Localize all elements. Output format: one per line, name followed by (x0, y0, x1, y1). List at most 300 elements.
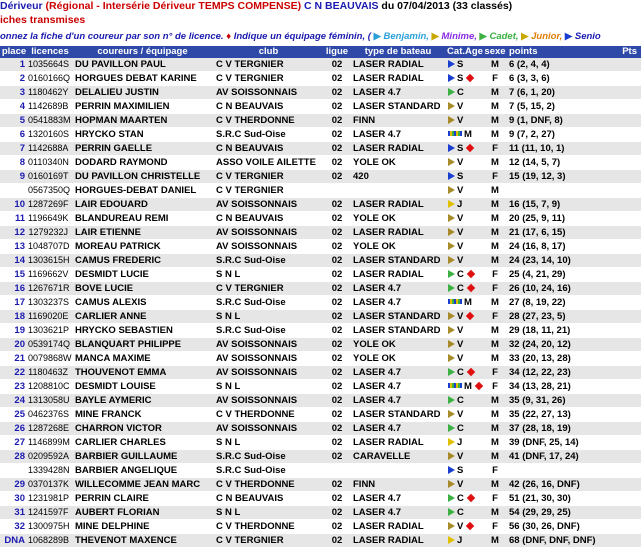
ligue-cell: 02 (324, 408, 350, 422)
licence-link[interactable]: 0079868W (28, 352, 72, 366)
pts-cell (606, 268, 641, 282)
pts-cell (606, 240, 641, 254)
points-cell: 34 (13, 28, 21) (506, 380, 606, 394)
cat-age-cell (446, 324, 484, 338)
points-cell: 28 (27, 23, 5) (506, 310, 606, 324)
category-triangle-icon (448, 326, 455, 334)
table-row (0, 464, 641, 478)
category-triangle-icon (448, 410, 455, 418)
licence-link[interactable]: 0160166Q (28, 72, 72, 86)
cat-age-cell (446, 408, 484, 422)
licence-link[interactable]: 1320160S (28, 128, 72, 142)
points-cell: 35 (22, 27, 13) (506, 408, 606, 422)
col-cat-age[interactable]: Cat.Age (447, 46, 483, 57)
place-cell: DNA (0, 534, 28, 548)
results-table (0, 46, 641, 548)
female-crew-icon (466, 144, 474, 152)
ligue-cell: 02 (324, 282, 350, 296)
boat-type: LASER STANDARD (350, 310, 446, 324)
table-row (0, 114, 641, 128)
cat-age-cell (446, 114, 484, 128)
category-triangle-icon (448, 270, 455, 278)
category-letter: V (457, 479, 464, 490)
club-name: S.R.C Sud-Oise (213, 324, 324, 338)
sailor-name: LAIR EDOUARD (72, 198, 213, 212)
boat-type: LASER 4.7 (350, 506, 446, 520)
pts-cell (606, 366, 641, 380)
boat-type: CARAVELLE (350, 450, 446, 464)
place-cell: 11 (0, 212, 28, 226)
pts-cell (606, 534, 641, 548)
ligue-cell: 02 (324, 86, 350, 100)
category-triangle-icon (448, 452, 455, 460)
header-club: C N BEAUVAIS (304, 0, 379, 12)
col-ligue[interactable]: ligue (325, 46, 349, 57)
licence-link[interactable]: 1300975H (28, 520, 72, 534)
sailor-name: BARBIER ANGELIQUE (72, 464, 213, 478)
col-sexe[interactable]: sexe (484, 46, 506, 57)
boat-type: LASER 4.7 (350, 394, 446, 408)
points-cell (506, 464, 606, 478)
licence-link[interactable]: 1180463Z (28, 366, 72, 380)
category-triangle-icon (448, 312, 455, 320)
place-cell: 13 (0, 240, 28, 254)
ligue-cell: 02 (324, 170, 350, 184)
sexe-cell: M (484, 240, 506, 254)
ligue-cell (324, 184, 350, 198)
points-cell: 42 (26, 16, DNF) (506, 478, 606, 492)
points-cell: 39 (DNF, 25, 14) (506, 436, 606, 450)
sailor-name: MINE FRANCK (72, 408, 213, 422)
licence-link[interactable]: 1339428N (28, 464, 72, 478)
col-pts[interactable]: Pts (606, 46, 641, 58)
boat-type: LASER RADIAL (350, 268, 446, 282)
pts-cell (606, 114, 641, 128)
licence-link[interactable]: 1068289B (28, 534, 72, 548)
category-letter: M (464, 381, 472, 392)
licence-link[interactable]: 1303237S (28, 296, 72, 310)
points-cell: 6 (3, 3, 6) (506, 72, 606, 86)
col-points[interactable]: points (506, 46, 606, 58)
female-crew-icon (467, 368, 475, 376)
points-cell: 6 (2, 4, 4) (506, 58, 606, 72)
licence-link[interactable]: 1035664S (28, 58, 72, 72)
table-row (0, 436, 641, 450)
category-letter: V (457, 311, 464, 322)
pts-cell (606, 464, 641, 478)
place-cell: 18 (0, 310, 28, 324)
minime-category-icon (448, 131, 462, 136)
category-letter: V (457, 353, 464, 364)
boat-type: LASER RADIAL (350, 198, 446, 212)
pts-cell (606, 100, 641, 114)
boat-type: LASER RADIAL (350, 226, 446, 240)
table-row (0, 254, 641, 268)
points-cell: 68 (DNF, DNF, DNF) (506, 534, 606, 548)
boat-type: LASER 4.7 (350, 296, 446, 310)
club-name: S N L (213, 310, 324, 324)
licence-link[interactable]: 1180462Y (28, 86, 72, 100)
cat-age-cell (446, 72, 484, 86)
points-cell: 16 (15, 7, 9) (506, 198, 606, 212)
ligue-cell: 02 (324, 212, 350, 226)
table-row (0, 170, 641, 184)
boat-type: LASER STANDARD (350, 100, 446, 114)
boat-type: LASER STANDARD (350, 254, 446, 268)
club-name: C V THERDONNE (213, 408, 324, 422)
minime-category-icon (448, 299, 462, 304)
header-prefix: Dériveur (0, 0, 43, 12)
licence-link[interactable]: 1169020E (28, 310, 72, 324)
licence-link[interactable]: 0110340N (28, 156, 72, 170)
pts-cell (606, 450, 641, 464)
pts-cell (606, 296, 641, 310)
place-cell: 30 (0, 492, 28, 506)
category-triangle-icon (448, 172, 455, 180)
cat-age-cell (446, 226, 484, 240)
cat-age-cell (446, 198, 484, 212)
licence-link[interactable]: 1231981P (28, 492, 72, 506)
table-row (0, 72, 641, 86)
club-name: ASSO VOILE AILETTE (213, 156, 324, 170)
licence-link[interactable]: 0209592A (28, 450, 72, 464)
boat-type: LASER 4.7 (350, 86, 446, 100)
place-cell: 25 (0, 408, 28, 422)
legend-female: Indique un équipage féminin, ( (233, 31, 371, 42)
table-row (0, 128, 641, 142)
sexe-cell: F (484, 520, 506, 534)
sexe-cell: F (484, 268, 506, 282)
licence-link[interactable]: 1287268E (28, 422, 72, 436)
club-name: C V TERGNIER (213, 184, 324, 198)
place-cell (0, 184, 28, 198)
ligue-cell: 02 (324, 534, 350, 548)
points-cell: 33 (20, 13, 28) (506, 352, 606, 366)
cat-age-cell (446, 534, 484, 548)
sailor-name: BAYLE AYMERIC (72, 394, 213, 408)
boat-type (350, 464, 446, 478)
sexe-cell: F (484, 310, 506, 324)
col-type-bateau[interactable]: type de bateau (350, 46, 446, 58)
sexe-cell: F (484, 282, 506, 296)
sailor-name: HORGUES DEBAT KARINE (72, 72, 213, 86)
pts-cell (606, 506, 641, 520)
category-triangle-icon (448, 200, 455, 208)
ligue-cell: 02 (324, 338, 350, 352)
points-cell: 24 (16, 8, 17) (506, 240, 606, 254)
boat-type: LASER STANDARD (350, 408, 446, 422)
cat-age-cell (446, 338, 484, 352)
points-cell: 21 (17, 6, 15) (506, 226, 606, 240)
boat-type: LASER RADIAL (350, 142, 446, 156)
points-cell: 51 (21, 30, 30) (506, 492, 606, 506)
pts-cell (606, 422, 641, 436)
pts-cell (606, 352, 641, 366)
pts-cell (606, 408, 641, 422)
sexe-cell: M (484, 184, 506, 198)
sexe-cell: M (484, 534, 506, 548)
minime-category-icon (448, 383, 462, 388)
ligue-cell: 02 (324, 520, 350, 534)
sailor-name: PERRIN GAELLE (72, 142, 213, 156)
col-place[interactable]: place (1, 46, 27, 57)
table-row (0, 394, 641, 408)
club-name: S.R.C Sud-Oise (213, 254, 324, 268)
place-cell: 31 (0, 506, 28, 520)
category-triangle-icon (448, 144, 455, 152)
pts-cell (606, 58, 641, 72)
pts-cell (606, 170, 641, 184)
col-licences[interactable]: licences (28, 46, 72, 58)
sexe-cell: M (484, 408, 506, 422)
table-row (0, 422, 641, 436)
club-name: S N L (213, 268, 324, 282)
cat-age-cell (446, 366, 484, 380)
points-cell: 27 (8, 19, 22) (506, 296, 606, 310)
club-name: C V TERGNIER (213, 72, 324, 86)
place-cell: 4 (0, 100, 28, 114)
cat-age-cell (446, 394, 484, 408)
licence-link[interactable]: 0462376S (28, 408, 72, 422)
club-name: S.R.C Sud-Oise (213, 128, 324, 142)
category-triangle-icon (448, 60, 455, 68)
points-cell: 20 (25, 9, 11) (506, 212, 606, 226)
table-row (0, 198, 641, 212)
sailor-name: DU PAVILLON PAUL (72, 58, 213, 72)
table-row (0, 86, 641, 100)
sailor-name: CHARRON VICTOR (72, 422, 213, 436)
place-cell: 14 (0, 254, 28, 268)
sexe-cell: M (484, 226, 506, 240)
club-name: C N BEAUVAIS (213, 212, 324, 226)
category-triangle-icon (448, 354, 455, 362)
sailor-name: HORGUES-DEBAT DANIEL (72, 184, 213, 198)
category-letter: C (457, 87, 464, 98)
table-row (0, 212, 641, 226)
place-cell: 29 (0, 478, 28, 492)
boat-type: 420 (350, 170, 446, 184)
category-letter: V (457, 227, 464, 238)
category-triangle-icon (448, 102, 455, 110)
senior-triangle-icon: ▶ (564, 31, 573, 42)
club-name: C N BEAUVAIS (213, 492, 324, 506)
ligue-cell: 02 (324, 492, 350, 506)
licence-link[interactable]: 1196649K (28, 212, 72, 226)
club-name: S N L (213, 506, 324, 520)
boat-type: LASER STANDARD (350, 324, 446, 338)
category-letter: V (457, 255, 464, 266)
category-triangle-icon (448, 466, 455, 474)
benjamin-triangle-icon: ▶ (373, 31, 381, 42)
licence-link[interactable]: 1142689B (28, 100, 72, 114)
sailor-name: DU PAVILLON CHRISTELLE (72, 170, 213, 184)
club-name: C V THERDONNE (213, 114, 324, 128)
club-name: S.R.C Sud-Oise (213, 450, 324, 464)
boat-type: YOLE OK (350, 352, 446, 366)
licence-link[interactable]: 1303615H (28, 254, 72, 268)
pts-cell (606, 394, 641, 408)
club-name: S N L (213, 436, 324, 450)
sexe-cell: F (484, 72, 506, 86)
club-name: C N BEAUVAIS (213, 142, 324, 156)
female-crew-icon (466, 74, 474, 82)
cat-age-cell (446, 86, 484, 100)
licence-link[interactable]: 1279232J (28, 226, 72, 240)
table-row (0, 296, 641, 310)
place-cell: 3 (0, 86, 28, 100)
points-cell: 35 (9, 31, 26) (506, 394, 606, 408)
category-letter: C (457, 367, 464, 378)
sexe-cell: M (484, 296, 506, 310)
fiches-transmises-link[interactable]: iches transmises (0, 14, 86, 26)
licence-link[interactable]: 1303621P (28, 324, 72, 338)
table-row (0, 520, 641, 534)
col-coureurs[interactable]: coureurs / équipage (72, 46, 213, 58)
cat-age-cell (446, 240, 484, 254)
ligue-cell: 02 (324, 128, 350, 142)
category-triangle-icon (448, 438, 455, 446)
club-name: C N BEAUVAIS (213, 100, 324, 114)
place-cell: 28 (0, 450, 28, 464)
sexe-cell: M (484, 352, 506, 366)
place-cell: 26 (0, 422, 28, 436)
place-cell: 12 (0, 226, 28, 240)
boat-type: LASER RADIAL (350, 72, 446, 86)
boat-type (350, 184, 446, 198)
boat-type: LASER 4.7 (350, 128, 446, 142)
category-letter: V (457, 409, 464, 420)
legend-junior: Junior, (531, 31, 563, 42)
sailor-name: CARLIER CHARLES (72, 436, 213, 450)
sexe-cell: F (484, 142, 506, 156)
points-cell (506, 184, 606, 198)
sailor-name: PERRIN MAXIMILIEN (72, 100, 213, 114)
female-crew-icon (467, 284, 475, 292)
category-triangle-icon (448, 74, 455, 82)
points-cell: 15 (19, 12, 3) (506, 170, 606, 184)
licence-link[interactable]: 1169662V (28, 268, 72, 282)
category-letter: V (457, 451, 464, 462)
header-date: du 07/04/2013 (33 classés) (381, 0, 513, 12)
licence-link[interactable]: 1267671R (28, 282, 72, 296)
pts-cell (606, 436, 641, 450)
licence-link[interactable]: 1048707D (28, 240, 72, 254)
category-letter: S (457, 143, 464, 154)
female-crew-icon (466, 522, 474, 530)
club-name: C V THERDONNE (213, 478, 324, 492)
sailor-name: HRYCKO SEBASTIEN (72, 324, 213, 338)
legend-senior: Senio (574, 31, 601, 42)
header-region: (Régional - Intersérie Dériveur TEMPS COMPENSE) (45, 0, 302, 12)
place-cell: 16 (0, 282, 28, 296)
ligue-cell (324, 464, 350, 478)
points-cell: 7 (5, 15, 2) (506, 100, 606, 114)
table-header-row (0, 46, 641, 58)
points-cell: 11 (11, 10, 1) (506, 142, 606, 156)
ligue-cell: 02 (324, 310, 350, 324)
category-letter: M (464, 129, 472, 140)
pts-cell (606, 380, 641, 394)
table-row (0, 156, 641, 170)
sailor-name: CARLIER ANNE (72, 310, 213, 324)
sexe-cell: M (484, 156, 506, 170)
boat-type: FINN (350, 478, 446, 492)
category-triangle-icon (448, 256, 455, 264)
pts-cell (606, 324, 641, 338)
points-cell: 29 (18, 11, 21) (506, 324, 606, 338)
col-club[interactable]: club (213, 46, 324, 58)
licence-link[interactable]: 0370137K (28, 478, 72, 492)
licence-link[interactable]: 1142688A (28, 142, 72, 156)
category-letter: V (457, 101, 464, 112)
legend-minime: Minime, (441, 31, 477, 42)
table-row (0, 534, 641, 548)
ligue-cell: 02 (324, 380, 350, 394)
licence-link[interactable]: 1146899M (28, 436, 72, 450)
sailor-name: CAMUS FREDERIC (72, 254, 213, 268)
licence-link[interactable]: 0539174Q (28, 338, 72, 352)
place-cell: 24 (0, 394, 28, 408)
sailor-name: HRYCKO STAN (72, 128, 213, 142)
table-row (0, 268, 641, 282)
boat-type: YOLE OK (350, 212, 446, 226)
pts-cell (606, 226, 641, 240)
licence-link[interactable]: 1313058U (28, 394, 72, 408)
points-cell: 37 (28, 18, 19) (506, 422, 606, 436)
licence-link[interactable]: 0160169T (28, 170, 72, 184)
category-triangle-icon (448, 368, 455, 376)
sailor-name: MOREAU PATRICK (72, 240, 213, 254)
sailor-name: BARBIER GUILLAUME (72, 450, 213, 464)
ligue-cell: 02 (324, 450, 350, 464)
licence-link[interactable]: 1208810C (28, 380, 72, 394)
licence-link[interactable]: 0567350Q (28, 184, 72, 198)
female-crew-icon (466, 312, 474, 320)
place-cell: 7 (0, 142, 28, 156)
pts-cell (606, 310, 641, 324)
place-cell: 19 (0, 324, 28, 338)
licence-link[interactable]: 1287269F (28, 198, 72, 212)
club-name: C V TERGNIER (213, 534, 324, 548)
sailor-name: BLANDUREAU REMI (72, 212, 213, 226)
category-letter: S (457, 59, 464, 70)
pts-cell (606, 156, 641, 170)
sailor-name: CAMUS ALEXIS (72, 296, 213, 310)
place-cell: 17 (0, 296, 28, 310)
category-letter: S (457, 465, 464, 476)
boat-type: LASER 4.7 (350, 366, 446, 380)
cat-age-cell (446, 478, 484, 492)
licence-link[interactable]: 1241597F (28, 506, 72, 520)
sexe-cell: F (484, 380, 506, 394)
sexe-cell: M (484, 324, 506, 338)
licence-link[interactable]: 0541883M (28, 114, 72, 128)
category-letter: V (457, 185, 464, 196)
sexe-cell: M (484, 58, 506, 72)
category-letter: V (457, 115, 464, 126)
category-letter: V (457, 157, 464, 168)
pts-cell (606, 184, 641, 198)
sailor-name: HOPMAN MAARTEN (72, 114, 213, 128)
place-cell (0, 464, 28, 478)
boat-type: YOLE OK (350, 338, 446, 352)
sexe-cell: M (484, 198, 506, 212)
category-triangle-icon (448, 186, 455, 194)
pts-cell (606, 142, 641, 156)
cat-age-cell (446, 128, 484, 142)
table-row (0, 240, 641, 254)
cat-age-cell (446, 170, 484, 184)
